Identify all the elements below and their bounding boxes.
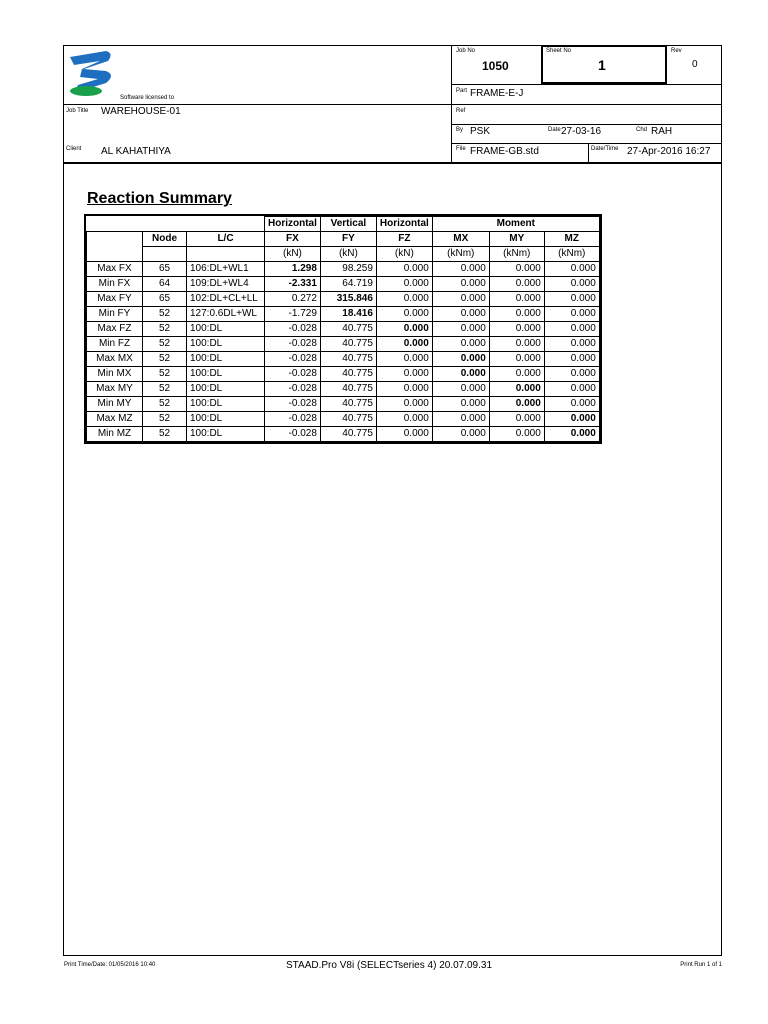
fz-cell: 0.000: [376, 277, 432, 292]
row-label: Min MY: [87, 397, 143, 412]
mz-cell: 0.000: [544, 397, 599, 412]
fz-cell: 0.000: [376, 262, 432, 277]
blank-cell: [143, 247, 187, 262]
software-version: STAAD.Pro V8i (SELECTseries 4) 20.07.09.31: [286, 960, 493, 971]
mx-cell: 0.000: [432, 352, 489, 367]
node-cell: 52: [143, 352, 187, 367]
node-cell: 52: [143, 322, 187, 337]
table-row: [87, 277, 600, 292]
mx-cell: 0.000: [432, 412, 489, 427]
lc-cell: 100:DL: [187, 382, 265, 397]
lc-cell: 127:0.6DL+WL: [187, 307, 265, 322]
fx-cell: -0.028: [265, 397, 321, 412]
column-header: MZ: [544, 232, 599, 247]
unit-cell: (kNm): [432, 247, 489, 262]
unit-cell: (kN): [265, 247, 321, 262]
fy-cell: 40.775: [320, 367, 376, 382]
header-line-1: [451, 84, 722, 85]
fz-cell: 0.000: [376, 382, 432, 397]
mz-cell: 0.000: [544, 307, 599, 322]
table-row: [87, 337, 600, 352]
fz-cell: 0.000: [376, 412, 432, 427]
column-header: MY: [489, 232, 544, 247]
header-line-4: [451, 143, 722, 144]
row-label: Max MY: [87, 382, 143, 397]
table-row: [87, 322, 600, 337]
mz-cell: 0.000: [544, 262, 599, 277]
node-cell: 52: [143, 427, 187, 442]
bentley-logo-icon: [66, 49, 118, 99]
chd-label: Chd: [636, 127, 648, 133]
row-label: Min MX: [87, 367, 143, 382]
my-cell: 0.000: [489, 382, 544, 397]
fy-cell: 64.719: [320, 277, 376, 292]
my-cell: 0.000: [489, 412, 544, 427]
column-header: L/C: [187, 232, 265, 247]
fz-cell: 0.000: [376, 337, 432, 352]
file-label: File: [456, 146, 466, 152]
client-label: Client: [66, 146, 82, 152]
fx-cell: -0.028: [265, 367, 321, 382]
job-no-label: Job No: [456, 48, 476, 54]
fy-cell: 98.259: [320, 262, 376, 277]
chd-value: RAH: [651, 126, 673, 137]
fx-cell: -1.729: [265, 307, 321, 322]
mz-cell: 0.000: [544, 427, 599, 442]
mx-cell: 0.000: [432, 307, 489, 322]
my-cell: 0.000: [489, 292, 544, 307]
datetime-value: 27-Apr-2016 16:27: [627, 146, 711, 157]
mx-cell: 0.000: [432, 322, 489, 337]
section-title: Reaction Summary: [87, 190, 232, 207]
my-cell: 0.000: [489, 322, 544, 337]
datetime-label: Date/Time: [591, 146, 619, 152]
column-header: MX: [432, 232, 489, 247]
lc-cell: 102:DL+CL+LL: [187, 292, 265, 307]
reaction-summary-table: [86, 216, 600, 442]
mx-cell: 0.000: [432, 292, 489, 307]
sheet-no-value: 1: [598, 57, 606, 73]
column-header: FZ: [376, 232, 432, 247]
table-row: [87, 292, 600, 307]
blank-cell: [87, 232, 143, 262]
lc-cell: 100:DL: [187, 337, 265, 352]
my-cell: 0.000: [489, 352, 544, 367]
blank-cell: [87, 217, 143, 232]
lc-cell: 100:DL: [187, 352, 265, 367]
part-value: FRAME-E-J: [470, 88, 524, 99]
group-header-row: [87, 217, 600, 232]
fx-cell: -0.028: [265, 337, 321, 352]
node-cell: 52: [143, 412, 187, 427]
node-cell: 52: [143, 397, 187, 412]
my-cell: 0.000: [489, 307, 544, 322]
datetime-divider: [588, 143, 589, 163]
table-row: [87, 307, 600, 322]
row-label: Max FZ: [87, 322, 143, 337]
table-row: [87, 352, 600, 367]
job-title-value: WAREHOUSE-01: [101, 106, 181, 117]
column-header: FX: [265, 232, 321, 247]
header-line-2: [63, 104, 722, 105]
group-header: Vertical: [320, 217, 376, 232]
row-label: Max FX: [87, 262, 143, 277]
fx-cell: 0.272: [265, 292, 321, 307]
mx-cell: 0.000: [432, 277, 489, 292]
fx-cell: -0.028: [265, 412, 321, 427]
fz-cell: 0.000: [376, 292, 432, 307]
table-row: [87, 397, 600, 412]
node-cell: 65: [143, 262, 187, 277]
node-cell: 52: [143, 367, 187, 382]
fx-cell: 1.298: [265, 262, 321, 277]
my-cell: 0.000: [489, 367, 544, 382]
header-line-5: [63, 162, 722, 164]
unit-cell: (kNm): [544, 247, 599, 262]
column-header: FY: [320, 232, 376, 247]
my-cell: 0.000: [489, 277, 544, 292]
fz-cell: 0.000: [376, 322, 432, 337]
software-licensed-label: Software licensed to: [120, 95, 175, 101]
job-no-value: 1050: [482, 59, 509, 73]
row-label: Min FZ: [87, 337, 143, 352]
sheet-no-label: Sheet No: [546, 48, 572, 54]
mz-cell: 0.000: [544, 277, 599, 292]
group-header: Horizontal: [265, 217, 321, 232]
fz-cell: 0.000: [376, 427, 432, 442]
node-cell: 64: [143, 277, 187, 292]
file-value: FRAME-GB.std: [470, 146, 539, 157]
fy-cell: 40.775: [320, 397, 376, 412]
by-value: PSK: [470, 126, 491, 137]
row-label: Max FY: [87, 292, 143, 307]
mx-cell: 0.000: [432, 337, 489, 352]
node-cell: 52: [143, 337, 187, 352]
print-time: Print Time/Date: 01/05/2016 10:40: [64, 962, 156, 968]
fx-cell: -0.028: [265, 427, 321, 442]
unit-cell: (kN): [320, 247, 376, 262]
table-row: [87, 427, 600, 442]
mz-cell: 0.000: [544, 367, 599, 382]
mx-cell: 0.000: [432, 382, 489, 397]
mz-cell: 0.000: [544, 322, 599, 337]
mz-cell: 0.000: [544, 382, 599, 397]
unit-cell: (kNm): [489, 247, 544, 262]
table-row: [87, 262, 600, 277]
rev-label: Rev: [671, 48, 682, 54]
column-header-row: [87, 232, 600, 247]
table-row: [87, 382, 600, 397]
by-label: By: [456, 127, 464, 133]
my-cell: 0.000: [489, 337, 544, 352]
fy-cell: 315.846: [320, 292, 376, 307]
lc-cell: 100:DL: [187, 322, 265, 337]
mx-cell: 0.000: [432, 367, 489, 382]
mx-cell: 0.000: [432, 397, 489, 412]
date-label: Date: [548, 127, 561, 133]
mz-cell: 0.000: [544, 352, 599, 367]
column-header: Node: [143, 232, 187, 247]
fy-cell: 40.775: [320, 352, 376, 367]
table-row: [87, 367, 600, 382]
header-line-3: [451, 124, 722, 125]
client-value: AL KAHATHIYA: [101, 146, 171, 157]
node-cell: 52: [143, 382, 187, 397]
blank-cell: [143, 217, 187, 232]
lc-cell: 100:DL: [187, 367, 265, 382]
fz-cell: 0.000: [376, 397, 432, 412]
job-title-label: Job Title: [66, 108, 89, 114]
rev-value: 0: [692, 59, 698, 70]
row-label: Min FX: [87, 277, 143, 292]
group-header: Horizontal: [376, 217, 432, 232]
mx-cell: 0.000: [432, 427, 489, 442]
fx-cell: -2.331: [265, 277, 321, 292]
fz-cell: 0.000: [376, 367, 432, 382]
part-label: Part: [456, 88, 468, 94]
fz-cell: 0.000: [376, 352, 432, 367]
lc-cell: 100:DL: [187, 412, 265, 427]
fx-cell: -0.028: [265, 352, 321, 367]
node-cell: 52: [143, 307, 187, 322]
fz-cell: 0.000: [376, 307, 432, 322]
ref-label: Ref: [456, 108, 466, 114]
lc-cell: 100:DL: [187, 397, 265, 412]
mx-cell: 0.000: [432, 262, 489, 277]
mz-cell: 0.000: [544, 292, 599, 307]
my-cell: 0.000: [489, 262, 544, 277]
group-header: Moment: [432, 217, 599, 232]
print-run: Print Run 1 of 1: [680, 962, 722, 968]
page-frame: [63, 45, 722, 956]
blank-cell: [187, 247, 265, 262]
mz-cell: 0.000: [544, 337, 599, 352]
lc-cell: 100:DL: [187, 427, 265, 442]
unit-cell: (kN): [376, 247, 432, 262]
unit-row: [87, 247, 600, 262]
fy-cell: 40.775: [320, 382, 376, 397]
row-label: Min FY: [87, 307, 143, 322]
fy-cell: 18.416: [320, 307, 376, 322]
my-cell: 0.000: [489, 397, 544, 412]
row-label: Max MZ: [87, 412, 143, 427]
fy-cell: 40.775: [320, 337, 376, 352]
lc-cell: 109:DL+WL4: [187, 277, 265, 292]
blank-cell: [187, 217, 265, 232]
node-cell: 65: [143, 292, 187, 307]
lc-cell: 106:DL+WL1: [187, 262, 265, 277]
mz-cell: 0.000: [544, 412, 599, 427]
row-label: Min MZ: [87, 427, 143, 442]
fy-cell: 40.775: [320, 427, 376, 442]
fx-cell: -0.028: [265, 382, 321, 397]
fy-cell: 40.775: [320, 322, 376, 337]
fx-cell: -0.028: [265, 322, 321, 337]
my-cell: 0.000: [489, 427, 544, 442]
date-value: 27-03-16: [561, 126, 602, 137]
fy-cell: 40.775: [320, 412, 376, 427]
row-label: Max MX: [87, 352, 143, 367]
table-row: [87, 412, 600, 427]
